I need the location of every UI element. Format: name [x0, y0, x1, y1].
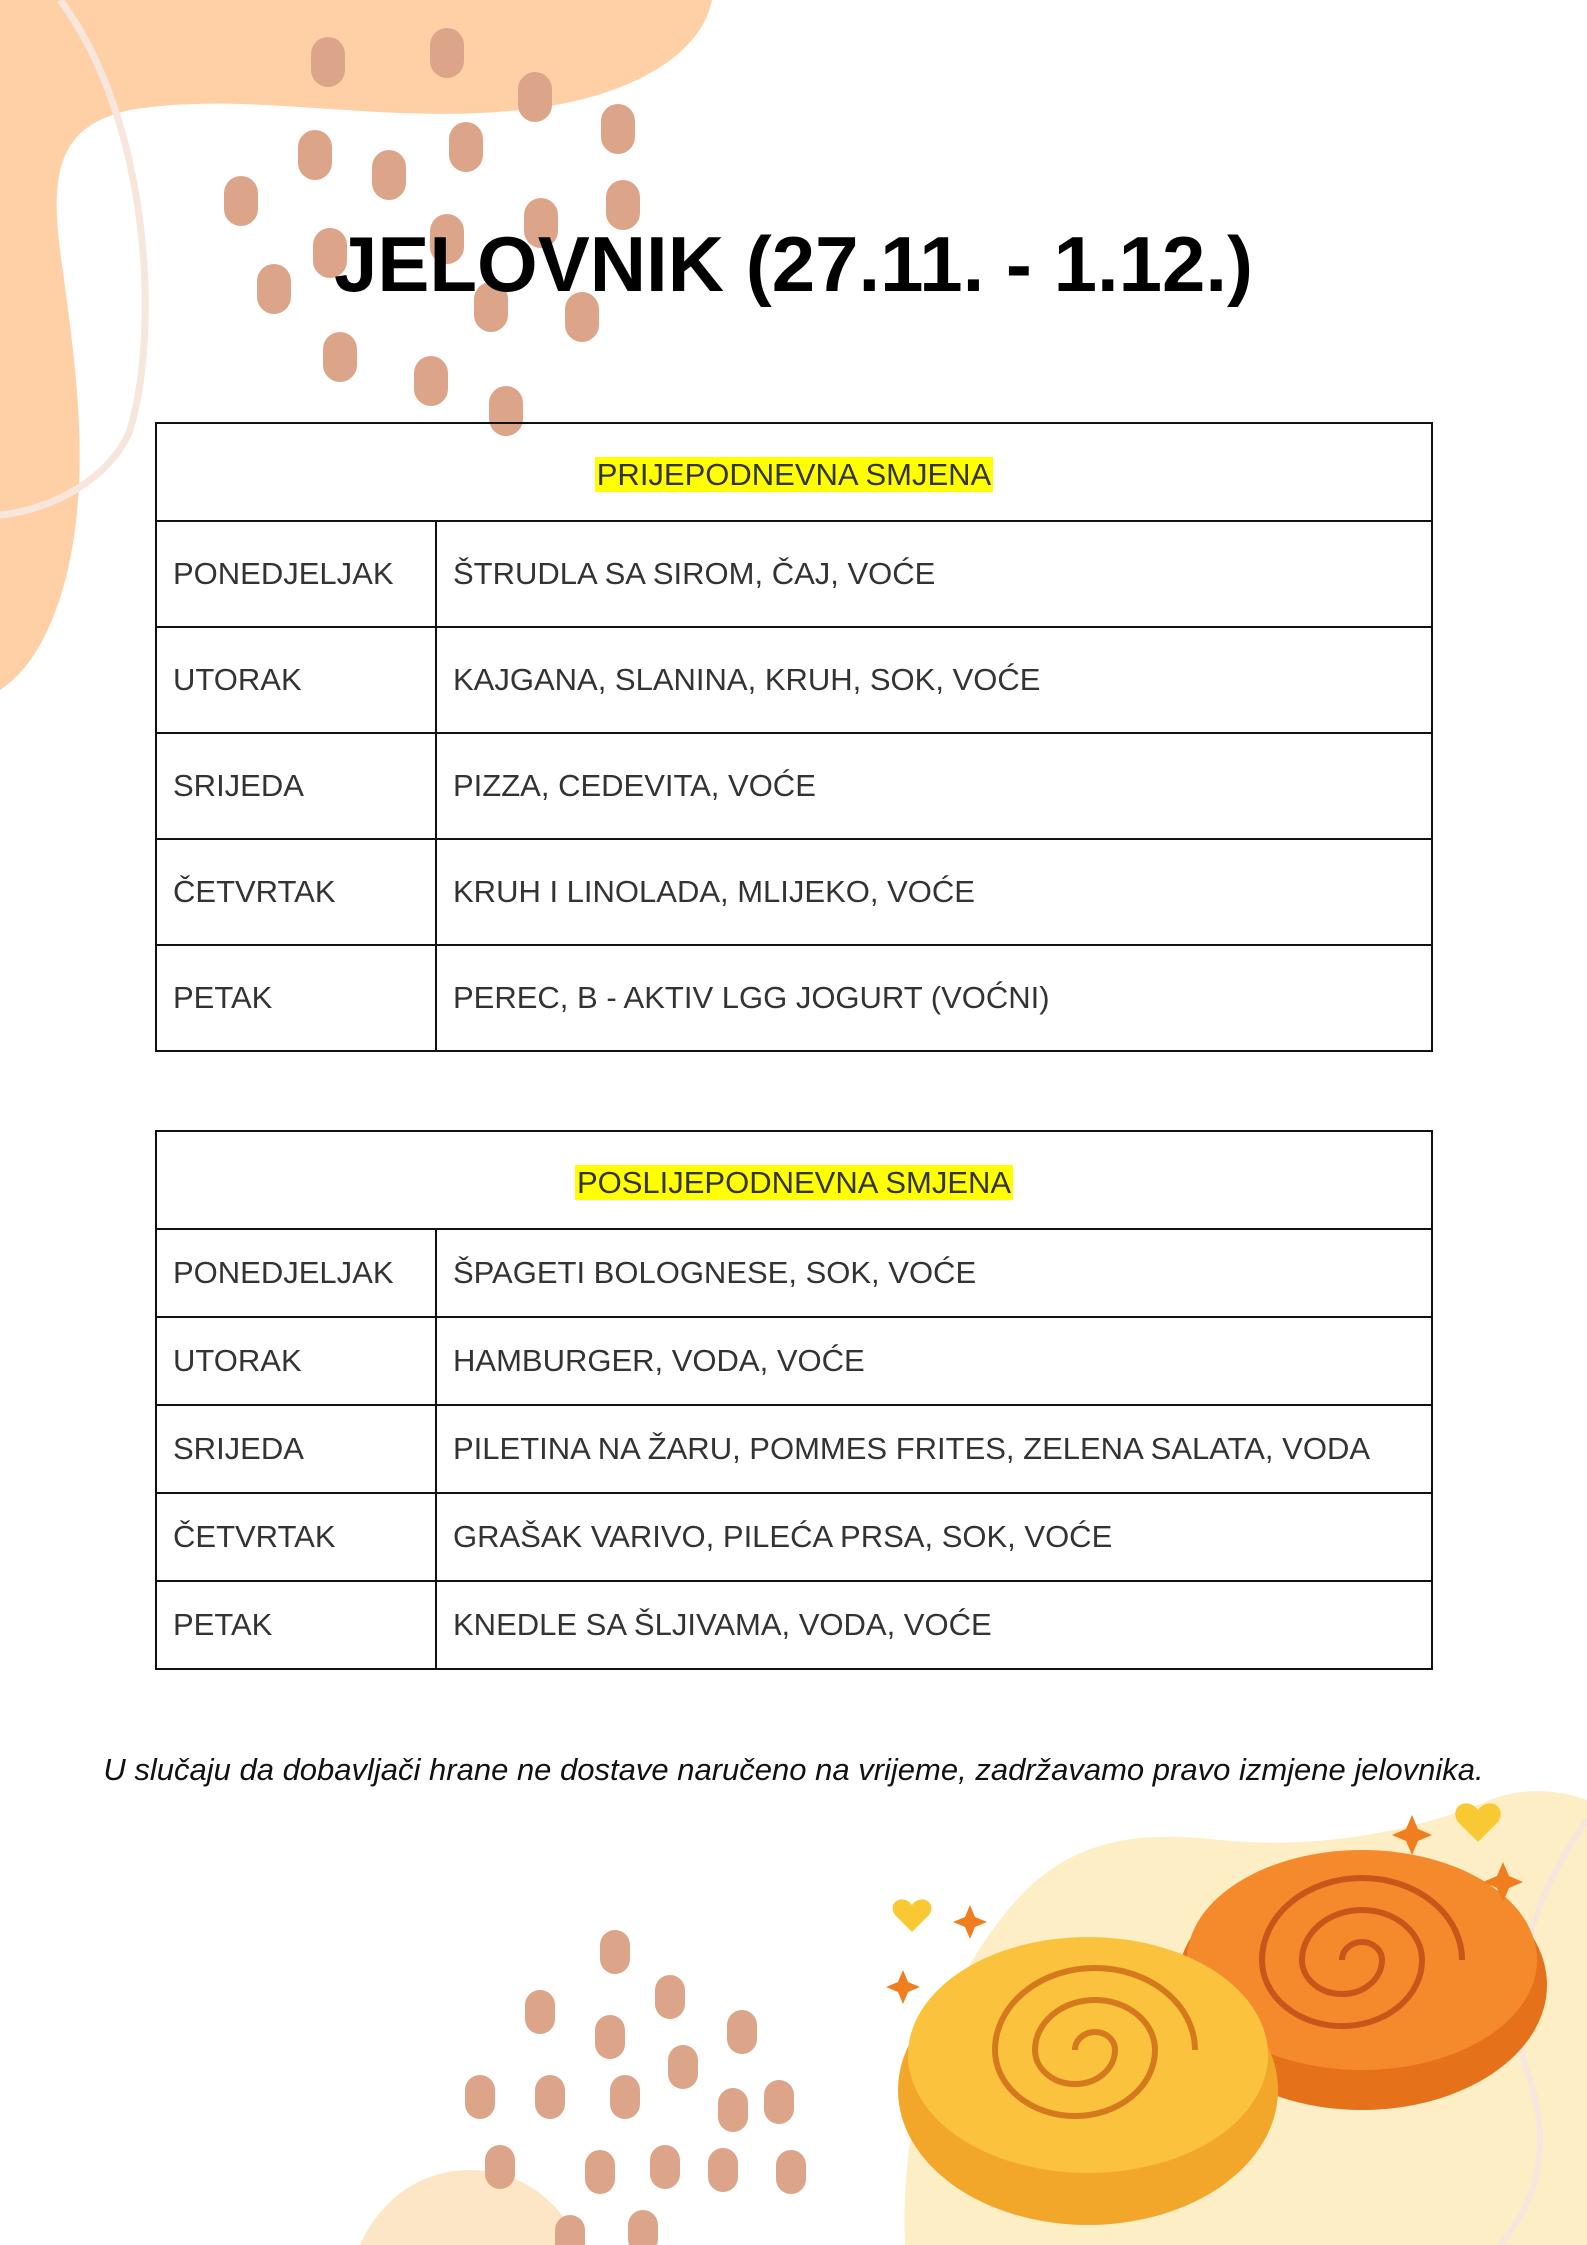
table-row — [156, 945, 1432, 1051]
table-row — [156, 521, 1432, 627]
afternoon-shift-table — [155, 1130, 1433, 1670]
morning-shift-heading: PRIJEPODNEVNA SMJENA — [596, 457, 992, 492]
day-cell: UTORAK — [156, 1317, 436, 1405]
day-cell: PETAK — [156, 1581, 436, 1669]
table-row — [156, 1229, 1432, 1317]
morning-shift-table — [155, 422, 1433, 1052]
meal-cell: ŠPAGETI BOLOGNESE, SOK, VOĆE — [436, 1229, 1432, 1317]
table-row — [156, 839, 1432, 945]
meal-cell: PIZZA, CEDEVITA, VOĆE — [436, 733, 1432, 839]
meal-cell: PILETINA NA ŽARU, POMMES FRITES, ZELENA SALATA, VODA — [436, 1405, 1432, 1493]
meal-cell: PEREC, B - AKTIV LGG JOGURT (VOĆNI) — [436, 945, 1432, 1051]
table-row — [156, 1581, 1432, 1669]
disclaimer-note: U slučaju da dobavljači hrane ne dostave naručeno na vrijeme, zadržavamo pravo izmjene jelovnika. — [103, 1752, 1484, 1787]
day-cell: UTORAK — [156, 627, 436, 733]
peach-blob-bottom-left — [360, 2170, 580, 2245]
pastry-front-illustration — [898, 1937, 1278, 2225]
day-cell: SRIJEDA — [156, 733, 436, 839]
day-cell: PONEDJELJAK — [156, 1229, 436, 1317]
meal-cell: HAMBURGER, VODA, VOĆE — [436, 1317, 1432, 1405]
afternoon-shift-heading: POSLIJEPODNEVNA SMJENA — [576, 1165, 1012, 1200]
meal-cell: KNEDLE SA ŠLJIVAMA, VODA, VOĆE — [436, 1581, 1432, 1669]
page-title: JELOVNIK (27.11. - 1.12.) — [333, 220, 1254, 308]
table-row — [156, 1493, 1432, 1581]
meal-cell: KAJGANA, SLANINA, KRUH, SOK, VOĆE — [436, 627, 1432, 733]
day-cell: ČETVRTAK — [156, 839, 436, 945]
meal-cell: GRAŠAK VARIVO, PILEĆA PRSA, SOK, VOĆE — [436, 1493, 1432, 1581]
meal-cell: ŠTRUDLA SA SIROM, ČAJ, VOĆE — [436, 521, 1432, 627]
table-row — [156, 1405, 1432, 1493]
meal-cell: KRUH I LINOLADA, MLIJEKO, VOĆE — [436, 839, 1432, 945]
day-cell: PONEDJELJAK — [156, 521, 436, 627]
table-row — [156, 733, 1432, 839]
table-header-cell — [156, 423, 1432, 521]
day-cell: PETAK — [156, 945, 436, 1051]
table-header-cell — [156, 1131, 1432, 1229]
table-row — [156, 627, 1432, 733]
day-cell: SRIJEDA — [156, 1405, 436, 1493]
day-cell: ČETVRTAK — [156, 1493, 436, 1581]
table-row — [156, 1317, 1432, 1405]
